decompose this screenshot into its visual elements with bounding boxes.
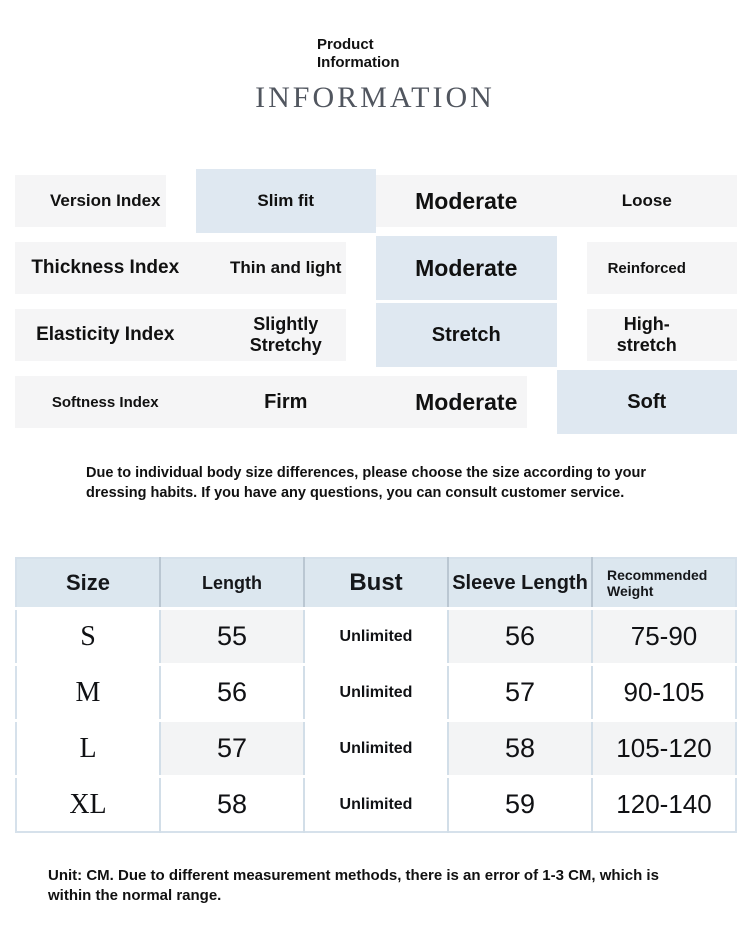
sleeve-value: 57 [448,665,592,721]
index-row-thickness [15,242,737,294]
index-row-label-cell [15,242,196,294]
index-row-label: Elasticity Index [36,324,175,345]
index-option-cell-highlighted [557,370,738,434]
index-row-label-cell [15,309,196,361]
index-row-label: Version Index [49,191,161,210]
weight-value: 120-140 [592,777,736,833]
index-option-label: Slightly Stretchy [249,314,322,355]
index-option-label: Moderate [415,388,518,415]
size-chart-table [15,557,737,833]
index-option-label: Slim fit [257,191,315,210]
size-value: S [16,609,160,665]
index-row-label-cell [15,175,196,227]
length-value: 57 [160,721,304,777]
index-option-cell [196,242,377,294]
index-row-elasticity [15,309,737,361]
bust-value: Unlimited [304,609,448,665]
length-value: 58 [160,777,304,833]
index-option-label: Stretch [431,323,501,346]
index-option-label: Moderate [415,187,518,214]
index-option-cell [557,242,738,294]
index-row-softness [15,376,737,428]
size-advice-note: Due to individual body size differences, please choose the size according to your dressing habits. If you have any questions, you can consult customer service. [86,465,646,501]
index-option-label: Reinforced [607,259,686,277]
index-row-label-cell [15,376,196,428]
size-value: M [16,665,160,721]
size-row-s [16,609,736,665]
index-option-cell [376,175,557,227]
index-row-label: Softness Index [51,393,159,411]
weight-value: 75-90 [592,609,736,665]
index-option-cell-highlighted [196,169,377,233]
index-row-version [15,175,737,227]
index-option-cell-highlighted [376,236,557,300]
sleeve-value: 56 [448,609,592,665]
index-row-label: Thickness Index [31,257,180,278]
index-option-cell [376,376,557,428]
length-value: 56 [160,665,304,721]
index-option-label: Soft [627,390,667,413]
unit-measurement-note: Unit: CM. Due to different measurement methods, there is an error of 1-3 CM, which is within the normal range. [48,867,659,905]
index-option-cell [557,175,738,227]
size-value: L [16,721,160,777]
index-option-cell-highlighted [376,303,557,367]
index-option-cell [196,309,377,361]
column-header-sleeve-length: Sleeve Length [448,558,592,609]
sleeve-value: 59 [448,777,592,833]
length-value: 55 [160,609,304,665]
size-chart-header-row [16,558,736,609]
product-information-heading: Product Information [317,36,400,71]
index-option-cell [557,309,738,361]
weight-value: 105-120 [592,721,736,777]
column-header-recommended-weight [592,558,736,609]
size-row-l [16,721,736,777]
size-row-xl [16,777,736,833]
weight-value: 90-105 [592,665,736,721]
fit-index-section [0,175,750,428]
index-option-cell [196,376,377,428]
size-row-m [16,665,736,721]
index-option-label: Thin and light [230,258,342,277]
index-option-label: Loose [621,191,672,210]
size-value: XL [16,777,160,833]
index-option-label: High-stretch [616,314,677,355]
column-header-recommended-weight-text: Recommended Weight [607,567,708,600]
bust-value: Unlimited [304,721,448,777]
bust-value: Unlimited [304,777,448,833]
index-option-label: Firm [264,390,308,413]
column-header-size: Size [16,558,160,609]
page-title: INFORMATION [255,81,495,114]
index-option-label: Moderate [415,254,518,281]
column-header-length: Length [160,558,304,609]
sleeve-value: 58 [448,721,592,777]
column-header-bust: Bust [304,558,448,609]
bust-value: Unlimited [304,665,448,721]
